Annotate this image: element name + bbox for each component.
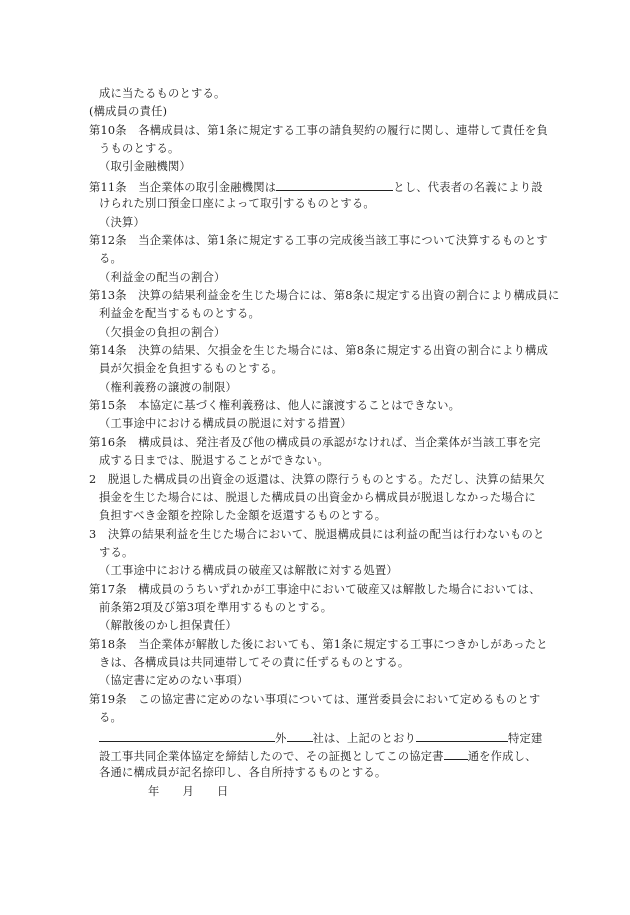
- article-18-line-2: きは、各構成員は共同連帯してその責に任ずるものとする。: [99, 656, 410, 669]
- closing-text-a: 外: [275, 732, 287, 745]
- other-count-blank: [287, 730, 313, 742]
- article-12-line-2: る。: [99, 252, 122, 265]
- article-17-line-1: 第17条 構成員のうちいずれかが工事途中において破産又は解散した場合においては、: [89, 583, 541, 596]
- text-line-1: 成に当たるものとする。: [99, 87, 226, 100]
- article-13-line-1: 第13条 決算の結果利益金を生じた場合には、第8条に規定する出資の割合により構成員に: [89, 289, 560, 302]
- article-11-text-b: とし、代表者の名義により設: [393, 181, 543, 194]
- article-11-line-1: [89, 179, 543, 195]
- copies-blank: [444, 748, 468, 760]
- closing-text-e: 通を作成し、: [467, 750, 537, 763]
- closing-text-c: 特定建: [507, 732, 543, 745]
- heading-profit: （利益金の配当の割合）: [99, 271, 226, 284]
- article-16-para-3-line-1: 3 決算の結果利益を生じた場合において、脱退構成員には利益の配当は行わないものと: [89, 528, 545, 541]
- heading-bank: （取引金融機関）: [99, 160, 191, 173]
- article-16-para-2-line-3: 負担すべき金額を控除した金額を返還するものとする。: [99, 509, 387, 522]
- article-10-line-2: うものとする。: [99, 142, 180, 155]
- article-14-line-2: 員が欠損金を負担するものとする。: [99, 362, 283, 375]
- heading-bankruptcy: （工事途中における構成員の破産又は解散に対する処置）: [99, 564, 398, 577]
- article-14-line-1: 第14条 決算の結果、欠損金を生じた場合には、第8条に規定する出資の割合により構成: [89, 344, 549, 357]
- article-16-line-2: 成する日までは、脱退することができない。: [99, 454, 329, 467]
- bank-name-blank: [276, 179, 393, 191]
- heading-withdrawal: （工事途中における構成員の脱退に対する措置）: [99, 417, 352, 430]
- heading-undefined-matters: （協定書に定めのない事項）: [99, 674, 249, 687]
- closing-text-d: 設工事共同企業体協定を締結したので、その証拠としてこの協定書: [99, 750, 444, 763]
- heading-transfer: （権利義務の譲渡の制限）: [99, 381, 237, 394]
- article-15-line-1: 第15条 本協定に基づく権利義務は、他人に譲渡することはできない。: [89, 399, 461, 412]
- heading-loss: （欠損金の負担の割合）: [99, 326, 226, 339]
- article-11-line-2: けられた別口預金口座によって取引するものとする。: [99, 197, 375, 210]
- heading-warranty: （解散後のかし担保責任）: [99, 619, 237, 632]
- jv-name-blank: [416, 730, 508, 742]
- closing-line-3: 各通に構成員が記名捺印し、各自所持するものとする。: [99, 766, 387, 779]
- article-11-text-a: 第11条 当企業体の取引金融機関は: [89, 181, 277, 194]
- article-10-line-1: 第10条 各構成員は、第1条に規定する工事の請負契約の履行に関し、連帯して責任を負: [89, 124, 549, 137]
- article-13-line-2: 利益金を配当するものとする。: [99, 307, 260, 320]
- date-line: 年 月 日: [148, 785, 229, 798]
- article-12-line-1: 第12条 当企業体は、第1条に規定する工事の完成後当該工事について決算するものとす: [89, 234, 548, 247]
- closing-line-1: [99, 730, 542, 746]
- article-16-para-2-line-1: 2 脱退した構成員の出資金の返還は、決算の際行うものとする。ただし、決算の結果欠: [89, 473, 545, 486]
- heading-member-responsibility: (構成員の責任): [89, 105, 168, 118]
- article-16-para-3-line-2: する。: [99, 546, 134, 559]
- article-17-line-2: 前条第2項及び第3項を準用するものとする。: [99, 601, 333, 614]
- company-names-blank: [99, 730, 275, 742]
- article-16-line-1: 第16条 構成員は、発注者及び他の構成員の承認がなければ、当企業体が当該工事を完: [89, 436, 541, 449]
- article-19-line-2: る。: [99, 711, 122, 724]
- closing-line-2: [99, 748, 537, 764]
- heading-settlement: （決算）: [99, 216, 145, 229]
- article-18-line-1: 第18条 当企業体が解散した後においても、第1条に規定する工事につきかしがあったと: [89, 638, 548, 651]
- article-16-para-2-line-2: 損金を生じた場合には、脱退した構成員の出資金から構成員が脱退しなかった場合に: [99, 491, 536, 504]
- closing-text-b: 社は、上記のとおり: [312, 732, 416, 745]
- article-19-line-1: 第19条 この協定書に定めのない事項については、運営委員会において定めるものとす: [89, 693, 541, 706]
